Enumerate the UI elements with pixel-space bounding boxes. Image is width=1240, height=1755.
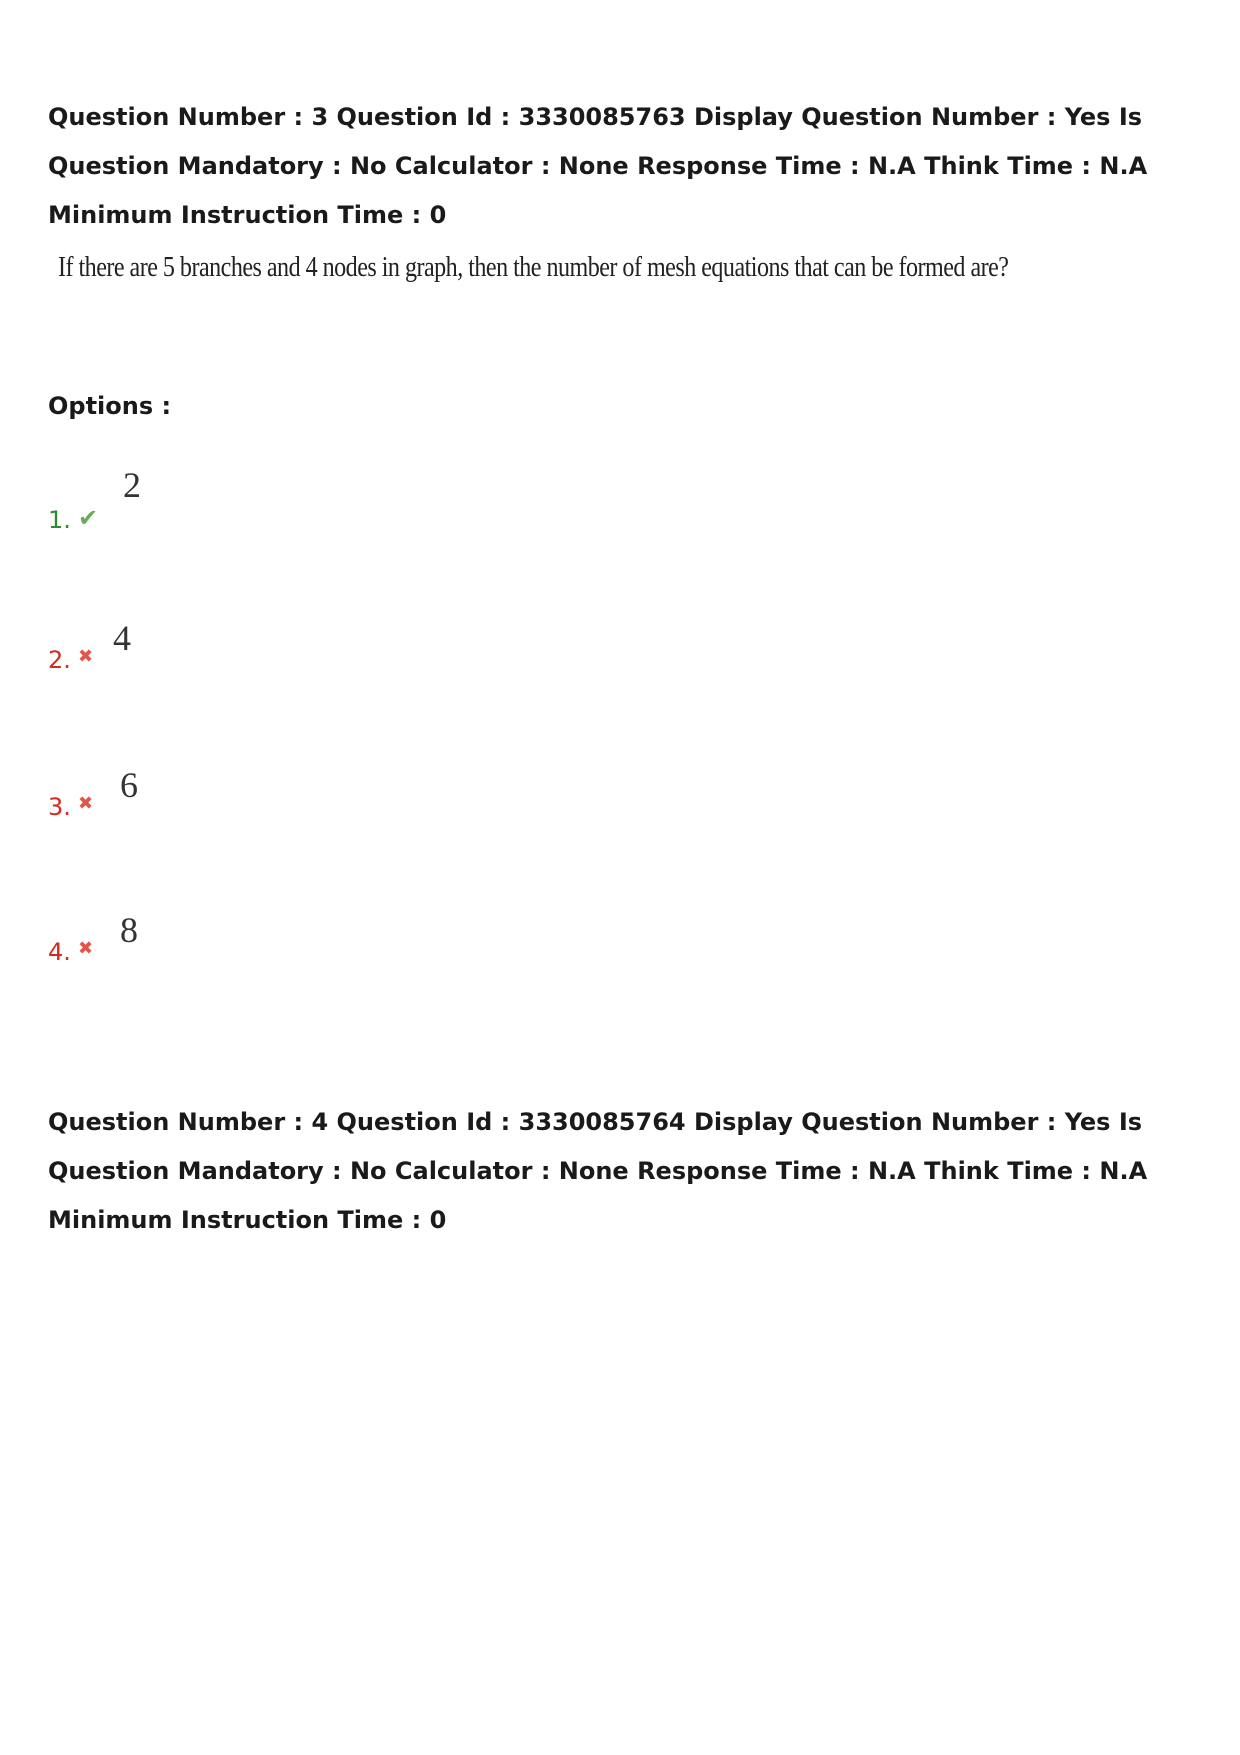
question-4-header: Question Number : 4 Question Id : 3330085764 Display Question Number : Yes Is Question Mandatory : No Calculator : None Response Time : N.A Think Time : N.A Minimum Instruction Time : 0	[48, 1108, 1148, 1234]
option-1-value: 2	[123, 465, 141, 505]
option-3-number: 3.	[48, 793, 71, 821]
question-3-text: If there are 5 branches and 4 nodes in graph, then the number of mesh equations that can be formed are?	[58, 252, 1009, 283]
option-1-number: 1.	[48, 506, 71, 534]
option-4	[48, 910, 648, 990]
option-3-value: 6	[120, 765, 138, 805]
option-1	[48, 465, 648, 545]
option-2	[48, 618, 648, 698]
cross-icon: ✖	[78, 938, 94, 959]
check-icon: ✔	[78, 504, 99, 532]
options-label: Options :	[48, 392, 172, 420]
option-4-number: 4.	[48, 938, 71, 966]
cross-icon: ✖	[78, 646, 94, 667]
cross-icon: ✖	[78, 793, 94, 814]
option-2-number: 2.	[48, 646, 71, 674]
option-4-value: 8	[120, 910, 138, 950]
option-3	[48, 765, 648, 845]
option-2-value: 4	[113, 618, 131, 658]
question-3-header: Question Number : 3 Question Id : 3330085763 Display Question Number : Yes Is Question Mandatory : No Calculator : None Response Time : N.A Think Time : N.A Minimum Instruction Time : 0	[48, 103, 1148, 229]
